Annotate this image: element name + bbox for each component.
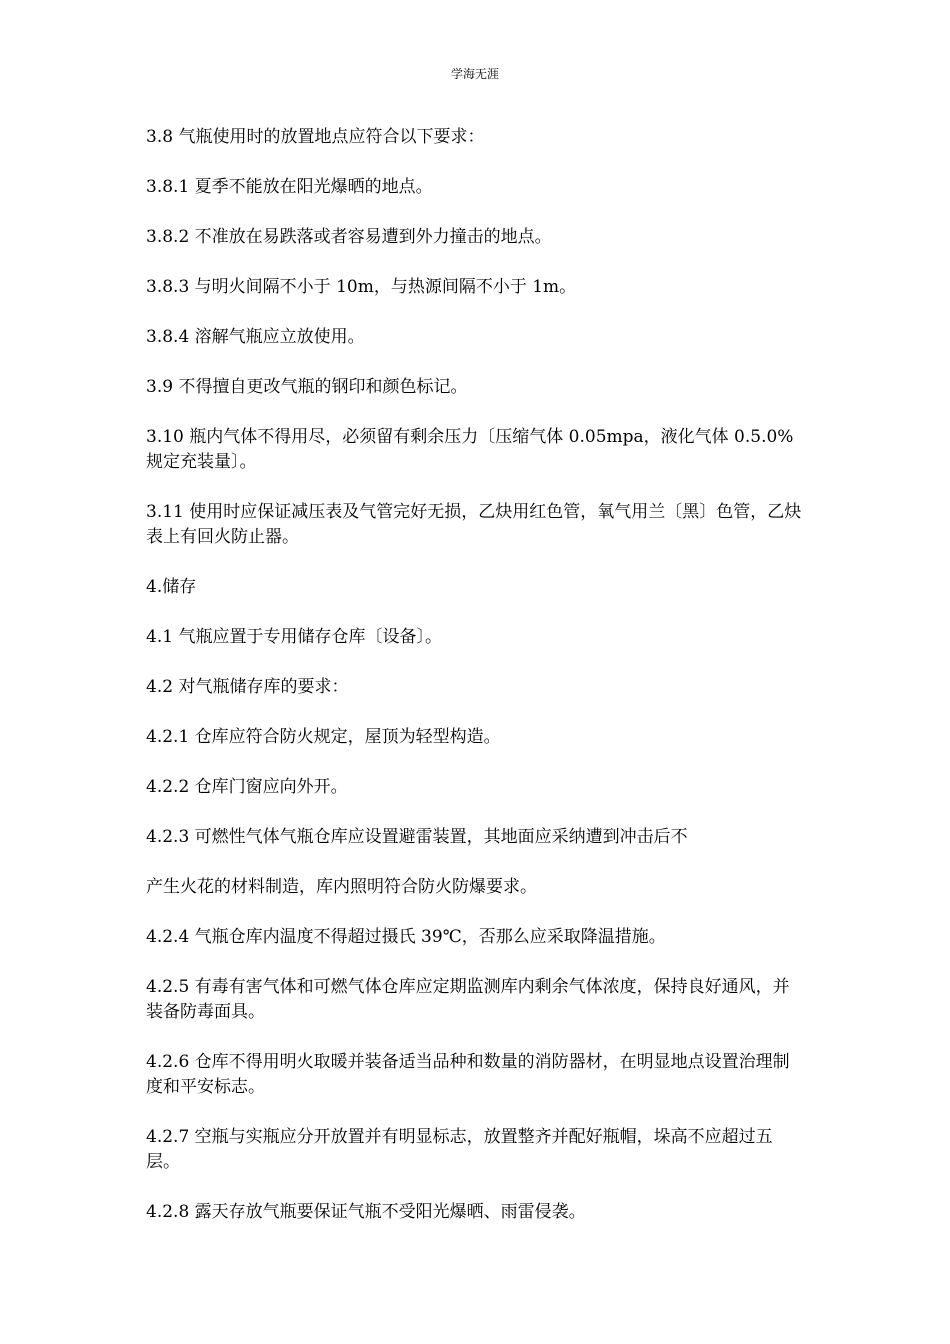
- paragraph-4-2-8: 4.2.8 露天存放气瓶要保证气瓶不受阳光爆晒、雨雷侵袭。: [146, 1202, 586, 1222]
- paragraph-4-1: 4.1 气瓶应置于专用储存仓库〔设备〕。: [146, 627, 442, 647]
- document-body: [146, 125, 806, 1250]
- paragraph-4-2-1: 4.2.1 仓库应符合防火规定，屋顶为轻型构造。: [146, 727, 501, 747]
- paragraph-4-2-3: 4.2.3 可燃性气体气瓶仓库应设置避雷装置，其地面应采纳遭到冲击后不: [146, 827, 688, 847]
- section-heading-storage: 4.储存: [146, 577, 197, 597]
- paragraph-4-2-5: 4.2.5 有毒有害气体和可燃气体仓库应定期监测库内剩余气体浓度，保持良好通风，并装备防毒面具。: [146, 977, 790, 1022]
- paragraph-3-8: 3.8 气瓶使用时的放置地点应符合以下要求：: [146, 127, 485, 147]
- paragraph-3-9: 3.9 不得擅自更改气瓶的钢印和颜色标记。: [146, 377, 468, 397]
- page-header: 学海无涯: [450, 67, 499, 81]
- paragraph-4-2-4: 4.2.4 气瓶仓库内温度不得超过摄氏 39℃，否那么应采取降温措施。: [146, 927, 666, 947]
- paragraph-4-2-2: 4.2.2 仓库门窗应向外开。: [146, 777, 348, 797]
- paragraph-4-2-3-continued: 产生火花的材料制造，库内照明符合防火防爆要求。: [146, 877, 537, 897]
- paragraph-3-8-4: 3.8.4 溶解气瓶应立放使用。: [146, 327, 365, 347]
- paragraph-4-2: 4.2 对气瓶储存库的要求：: [146, 677, 349, 697]
- paragraph-3-10: 3.10 瓶内气体不得用尽，必须留有剩余压力〔压缩气体 0.05mpa，液化气体 0.5.0%规定充装量〕。: [146, 427, 794, 472]
- paragraph-4-2-7: 4.2.7 空瓶与实瓶应分开放置并有明显标志，放置整齐并配好瓶帽，垛高不应超过五层。: [146, 1127, 773, 1172]
- paragraph-4-2-6: 4.2.6 仓库不得用明火取暖并装备适当品种和数量的消防器材，在明显地点设置治理制度和平安标志。: [146, 1052, 790, 1097]
- paragraph-3-8-2: 3.8.2 不准放在易跌落或者容易遭到外力撞击的地点。: [146, 227, 552, 247]
- paragraph-3-8-1: 3.8.1 夏季不能放在阳光爆晒的地点。: [146, 177, 433, 197]
- paragraph-3-8-3: 3.8.3 与明火间隔不小于 10m，与热源间隔不小于 1m。: [146, 277, 577, 297]
- paragraph-3-11: 3.11 使用时应保证减压表及气管完好无损，乙炔用红色管，氧气用兰〔黑〕色管，乙炔表上有回火防止器。: [146, 502, 802, 547]
